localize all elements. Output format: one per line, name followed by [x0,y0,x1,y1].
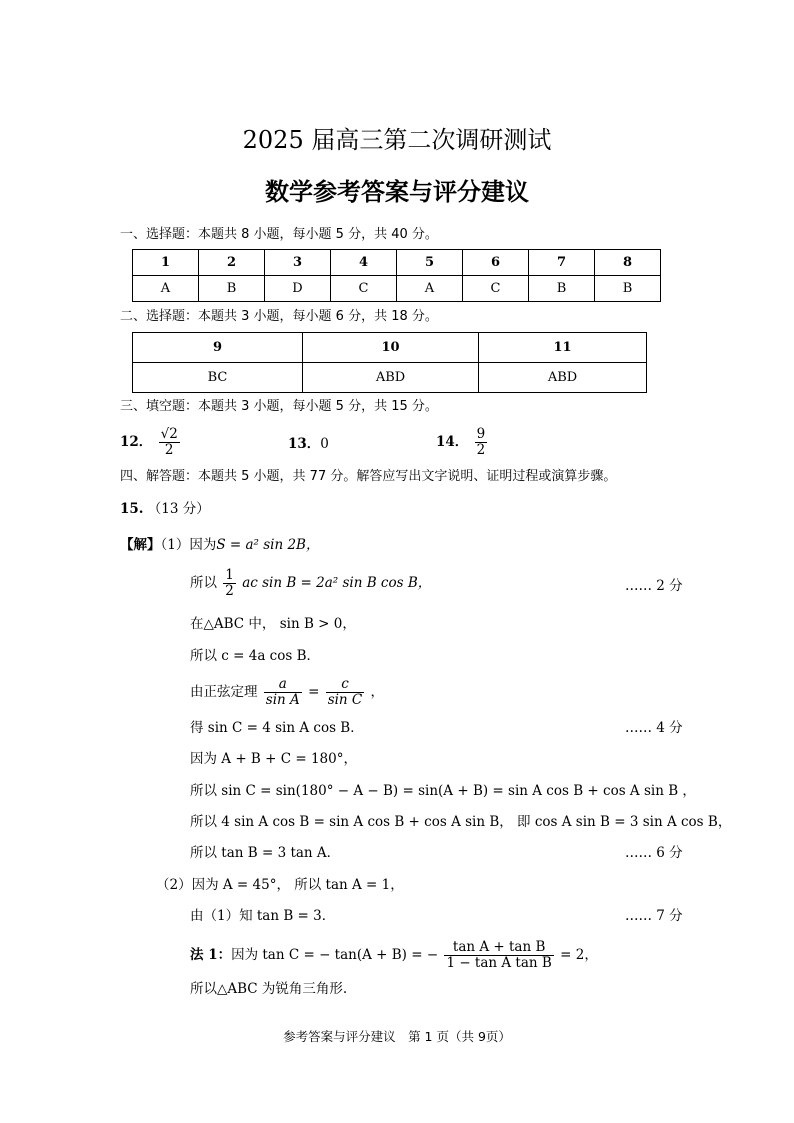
q14-answer [436,427,489,458]
solution-line-2: 所以 $\frac{1}{2}$ ac sin B = 2a² sin B cos B， [190,567,432,599]
question-number: 6 [463,250,529,276]
answer-cell: B [529,276,595,302]
q12-label: 12． [120,434,153,450]
method-label: 法 1： [190,947,232,963]
document-title: 2025 届高三第二次调研测试 [242,126,552,154]
answer-cell: D [265,276,331,302]
solution-line-10: 所以 tan B = 3 tan A． [190,845,341,861]
score-mark: …… 4 分 [625,720,683,736]
solution-line-7: 因为 A + B + C = 180°， [190,751,357,767]
q12-fraction: $\frac{√2}{2}$ [160,426,178,458]
answer-cell: BC [133,363,303,393]
part2-answer-table [132,332,647,393]
q12-answer [120,427,182,458]
question-number: 3 [265,250,331,276]
method1-line: 法 1：因为 tan C = − tan(A + B) = − $\frac{\text{tan A + tan B}}{\text{1 − tan A tan B}}$ = 2， [190,939,598,971]
solution-line-4: 所以 c = 4a cos B． [190,648,321,664]
part1-heading: 一、选择题：本题共 8 小题，每小题 5 分，共 40 分。 [120,227,438,242]
score-mark: …… 6 分 [625,845,683,861]
answer-cell: ABD [479,363,647,393]
solution-line-9: 所以 4 sin A cos B = sin A cos B + cos A sin B， 即 cos A sin B = 3 sin A cos B， [190,814,732,830]
q14-label: 14． [436,434,469,450]
score-mark: …… 2 分 [625,578,683,594]
solution-line-5: 由正弦定理 $\frac{a}{\text{sin A}}$ = $\frac{c}{\text{sin C}}$ ， [190,676,385,708]
answer-cell: C [463,276,529,302]
question-number: 1 [133,250,199,276]
table-row [133,250,661,276]
answer-cell: ABD [303,363,479,393]
solution-line-6: 得 sin C = 4 sin A cos B． [190,720,364,736]
question-number: 7 [529,250,595,276]
q13-answer: 13．0 [288,436,329,452]
solution-line-8: 所以 sin C = sin(180° − A − B) = sin(A + B) = sin A cos B + cos A sin B ， [190,783,696,799]
q15-header: 15. （13 分） [120,501,210,517]
part2-heading: 二、选择题：本题共 3 小题，每小题 6 分，共 18 分。 [120,309,438,324]
part3-heading: 三、填空题：本题共 3 小题，每小题 5 分，共 15 分。 [120,399,438,414]
question-number: 2 [199,250,265,276]
table-row [133,363,647,393]
question-number: 11 [479,333,647,363]
answer-cell: A [397,276,463,302]
question-number: 10 [303,333,479,363]
solution-part1-start: 【解】（1）因为S = a² sin 2B， [120,537,320,553]
document-subtitle: 数学参考答案与评分建议 [265,178,529,206]
solution-line-3: 在△ABC 中， sin B > 0， [190,616,356,632]
question-number: 8 [595,250,661,276]
part1-answer-table [132,249,661,302]
answer-cell: C [331,276,397,302]
solution-line-12: 所以△ABC 为锐角三角形. [190,981,348,997]
page-footer: 参考答案与评分建议 第 1 页（共 9页） [283,1029,511,1044]
question-number: 5 [397,250,463,276]
table-row [133,276,661,302]
answer-cell: B [595,276,661,302]
solution-line-11: 由（1）知 tan B = 3． [190,908,336,924]
answer-cell: A [133,276,199,302]
question-number: 4 [331,250,397,276]
part4-heading: 四、解答题：本题共 5 小题，共 77 分。解答应写出文字说明、证明过程或演算步骤。 [120,469,617,484]
question-number: 9 [133,333,303,363]
solution-part2-start: （2）因为 A = 45°， 所以 tan A = 1， [156,877,404,893]
q14-fraction: $\frac{9}{2}$ [476,426,486,458]
score-mark: …… 7 分 [625,908,683,924]
answer-cell: B [199,276,265,302]
table-row [133,333,647,363]
